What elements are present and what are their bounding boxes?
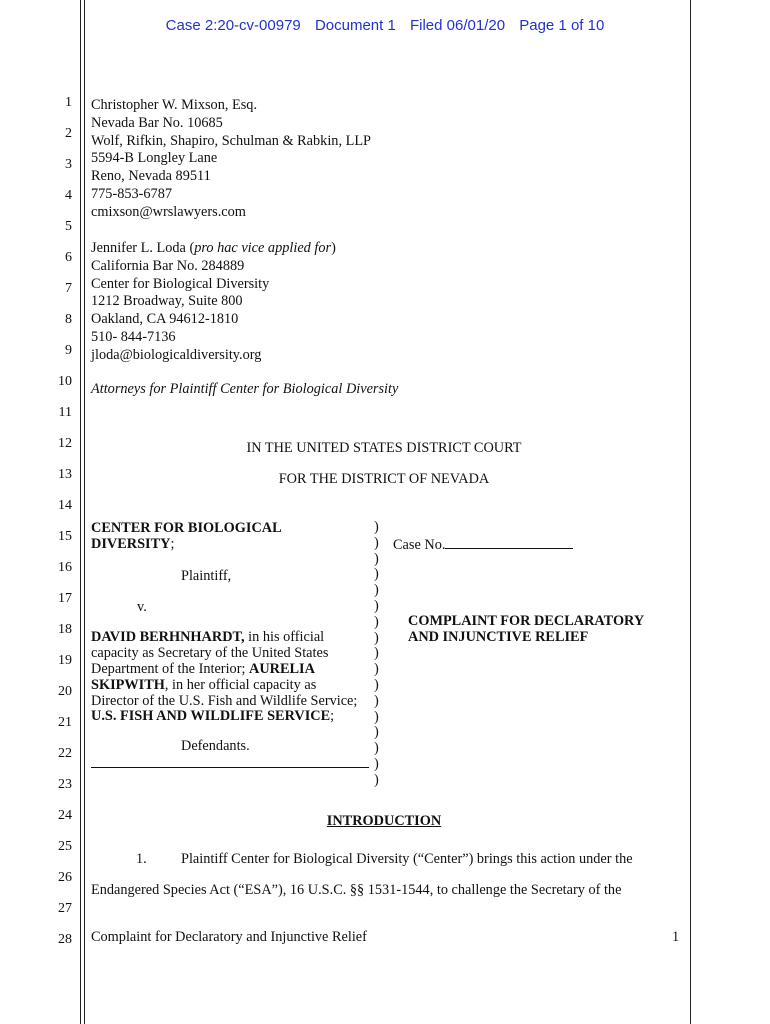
- paragraph-number: 1.: [136, 851, 147, 867]
- defendant-2-line1: SKIPWITH, in her official capacity as: [91, 677, 317, 693]
- line-number: 24: [58, 808, 72, 823]
- email-address: cmixson@wrslawyers.com: [91, 203, 246, 220]
- line-number: 15: [58, 529, 72, 544]
- plaintiff-name-line2: DIVERSITY;: [91, 536, 175, 552]
- case-number: Case 2:20-cv-00979: [165, 17, 301, 34]
- line-number: 23: [58, 777, 72, 792]
- line-number: 10: [58, 374, 72, 389]
- city-address: Oakland, CA 94612-1810: [91, 311, 239, 328]
- line-number: 25: [58, 839, 72, 854]
- filing-header: [0, 17, 770, 34]
- line-number: 1: [65, 95, 72, 110]
- case-no-blank: [445, 536, 573, 549]
- attorney-bar-number: California Bar No. 284889: [91, 257, 245, 274]
- line-number: 16: [58, 560, 72, 575]
- court-name: IN THE UNITED STATES DISTRICT COURT: [246, 440, 522, 456]
- introduction-heading: INTRODUCTION: [326, 813, 442, 829]
- street-address: 5594-B Longley Lane: [91, 150, 218, 167]
- page-indicator: Page 1 of 10: [519, 17, 605, 34]
- phone-number: 510- 844-7136: [91, 328, 176, 345]
- right-margin-rule: [690, 0, 691, 1024]
- caption-parentheses: ) ) ) ) ) ) ) ) ) ) ) ) ) ) ) ) ): [374, 519, 379, 788]
- email-address: jloda@biologicaldiversity.org: [91, 346, 262, 363]
- organization: Center for Biological Diversity: [91, 275, 270, 292]
- line-number: 5: [65, 219, 72, 234]
- defendant-1-line2: capacity as Secretary of the United States: [91, 645, 329, 661]
- line-number: 9: [65, 343, 72, 358]
- line-number: 13: [58, 467, 72, 482]
- line-number: 18: [58, 622, 72, 637]
- line-number: 21: [58, 715, 72, 730]
- line-number: 22: [58, 746, 72, 761]
- line-number: 20: [58, 684, 72, 699]
- versus: v.: [137, 599, 147, 615]
- line-number: 2: [65, 126, 72, 141]
- defendant-1-line1: DAVID BERHNHARDT, in his official: [91, 629, 325, 645]
- line-number: 14: [58, 498, 72, 513]
- attorneys-for-line: Attorneys for Plaintiff Center for Biological Diversity: [91, 381, 399, 397]
- line-number: 11: [58, 405, 72, 420]
- court-district: FOR THE DISTRICT OF NEVADA: [278, 471, 490, 487]
- paragraph-line-1: Plaintiff Center for Biological Diversity (“Center”) brings this action under the: [181, 851, 633, 867]
- line-number: 17: [58, 591, 72, 606]
- case-no-field: Case No.: [393, 536, 573, 555]
- pro-hac-vice-note: pro hac vice applied for: [194, 240, 332, 256]
- defendant-2-line2: Director of the U.S. Fish and Wildlife Service;: [91, 693, 358, 709]
- attorney-bar-number: Nevada Bar No. 10685: [91, 114, 223, 131]
- complaint-title-line1: COMPLAINT FOR DECLARATORY: [408, 613, 645, 629]
- line-number: 4: [65, 188, 72, 203]
- attorney-block-1: [91, 97, 371, 222]
- left-margin-rule-outer: [80, 0, 81, 1024]
- line-number: 27: [58, 901, 72, 916]
- line-number: 7: [65, 281, 72, 296]
- street-address: 1212 Broadway, Suite 800: [91, 293, 243, 310]
- line-number: 3: [65, 157, 72, 172]
- attorney-name: Christopher W. Mixson, Esq.: [91, 97, 258, 113]
- left-margin-rule-inner: [84, 0, 85, 1024]
- filed-date: Filed 06/01/20: [409, 17, 506, 34]
- paragraph-line-2: Endangered Species Act (“ESA”), 16 U.S.C. §§ 1531-1544, to challenge the Secretary of the: [91, 882, 622, 898]
- line-number: 28: [58, 932, 72, 947]
- caption-bottom-rule: [91, 767, 369, 768]
- plaintiff-name-line1: CENTER FOR BIOLOGICAL: [91, 520, 282, 536]
- defendant-1-line3: Department of the Interior; AURELIA: [91, 661, 315, 677]
- attorney-name: Jennifer L. Loda (pro hac vice applied for): [91, 240, 336, 256]
- line-number: 19: [58, 653, 72, 668]
- city-address: Reno, Nevada 89511: [91, 168, 211, 185]
- phone-number: 775-853-6787: [91, 185, 173, 202]
- line-number: 12: [58, 436, 72, 451]
- law-firm: Wolf, Rifkin, Shapiro, Schulman & Rabkin, LLP: [91, 132, 372, 149]
- line-number: 8: [65, 312, 72, 327]
- line-number: 6: [65, 250, 72, 265]
- document-number: Document 1: [314, 17, 396, 34]
- footer-title: Complaint for Declaratory and Injunctive Relief: [91, 929, 367, 945]
- defendants-role: Defendants.: [181, 738, 250, 754]
- plaintiff-role: Plaintiff,: [181, 568, 232, 584]
- line-number: 26: [58, 870, 72, 885]
- complaint-title-line2: AND INJUNCTIVE RELIEF: [408, 629, 589, 645]
- defendant-3-line: U.S. FISH AND WILDLIFE SERVICE;: [91, 708, 335, 724]
- footer-page-number: 1: [672, 929, 680, 945]
- attorney-block-2: [91, 240, 336, 365]
